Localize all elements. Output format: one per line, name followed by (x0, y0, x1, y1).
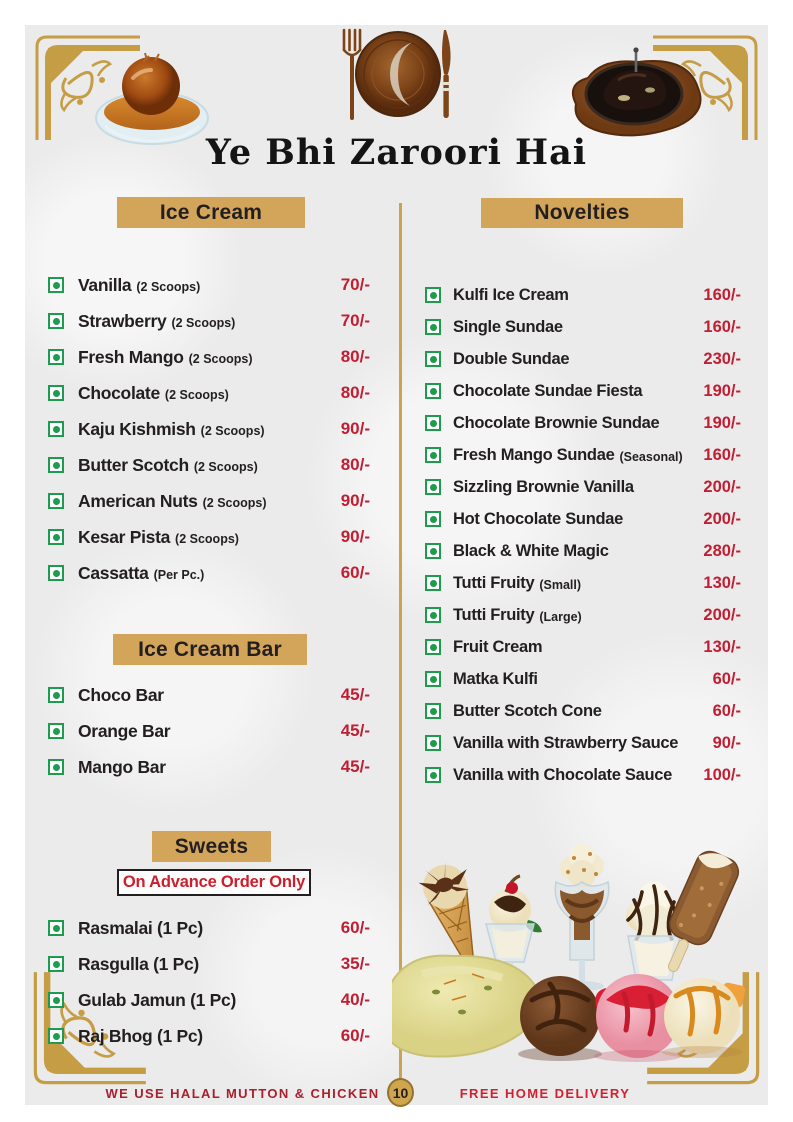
section-header-ice-cream: Ice Cream (117, 197, 305, 228)
item-name: Butter Scotch Cone (453, 701, 602, 720)
veg-dot (53, 728, 60, 735)
menu-item-row (48, 910, 370, 946)
veg-dot (53, 354, 60, 361)
item-name: Rasmalai (1 Pc) (78, 917, 203, 938)
item-price: 40/- (340, 990, 370, 1009)
veg-mark-icon (425, 447, 441, 463)
item-price: 190/- (703, 413, 741, 432)
veg-mark-icon (48, 277, 64, 293)
veg-mark-icon (48, 493, 64, 509)
item-price: 160/- (703, 317, 741, 336)
veg-mark-icon (425, 767, 441, 783)
menu-item-row (48, 1018, 370, 1054)
menu-item-row (48, 411, 370, 447)
veg-dot (430, 548, 437, 555)
item-price: 35/- (340, 954, 370, 973)
menu-item-row (425, 631, 741, 663)
menu-item-row (48, 303, 370, 339)
kulfi-slab-graphic (392, 956, 539, 1057)
page-title: Ye Bhi Zaroori Hai (205, 132, 588, 173)
item-name: Sizzling Brownie Vanilla (453, 477, 634, 496)
veg-mark-icon (48, 457, 64, 473)
item-name: Chocolate (78, 382, 160, 403)
item-price: 60/- (340, 563, 370, 582)
item-name: Fresh Mango (78, 346, 184, 367)
veg-mark-icon (48, 687, 64, 703)
item-price: 90/- (340, 419, 370, 438)
veg-mark-icon (425, 351, 441, 367)
item-name: Double Sundae (453, 349, 570, 368)
veg-dot (53, 498, 60, 505)
veg-mark-icon (48, 759, 64, 775)
menu-item-row (48, 483, 370, 519)
veg-mark-icon (425, 319, 441, 335)
item-price: 60/- (340, 1026, 370, 1045)
item-name: Vanilla with Chocolate Sauce (453, 765, 672, 784)
veg-mark-icon (48, 992, 64, 1008)
item-price: 230/- (703, 349, 741, 368)
veg-mark-icon (425, 415, 441, 431)
item-price: 100/- (703, 765, 741, 784)
item-note: (2 Scoops) (188, 351, 253, 366)
menu-item-row (425, 279, 741, 311)
veg-dot (430, 644, 437, 651)
menu-item-row (48, 713, 370, 749)
item-price: 130/- (703, 637, 741, 656)
menu-item-row (48, 946, 370, 982)
veg-mark-icon (48, 385, 64, 401)
menu-item-row (425, 759, 741, 791)
veg-mark-icon (48, 565, 64, 581)
veg-dot (53, 534, 60, 541)
item-note: (2 Scoops) (193, 459, 258, 474)
veg-dot (430, 740, 437, 747)
menu-item-row (425, 439, 741, 471)
item-note: (2 Scoops) (164, 387, 229, 402)
item-name: Kaju Kishmish (78, 418, 196, 439)
item-note: (Seasonal) (619, 449, 683, 464)
veg-mark-icon (48, 421, 64, 437)
menu-item-row (425, 695, 741, 727)
item-name: Single Sundae (453, 317, 563, 336)
menu-item-row (48, 447, 370, 483)
ice-cream-collage-image (392, 824, 748, 1062)
item-name: Chocolate Sundae Fiesta (453, 381, 643, 400)
item-name: Vanilla (78, 274, 132, 295)
page-number-badge: 10 (387, 1078, 414, 1107)
veg-mark-icon (425, 671, 441, 687)
veg-mark-icon (425, 287, 441, 303)
veg-dot (430, 516, 437, 523)
item-name: Fresh Mango Sundae (453, 445, 615, 464)
veg-mark-icon (425, 639, 441, 655)
item-name: Matka Kulfi (453, 669, 538, 688)
veg-dot (53, 925, 60, 932)
item-name: American Nuts (78, 490, 198, 511)
veg-dot (430, 676, 437, 683)
veg-mark-icon (425, 735, 441, 751)
item-name: Kulfi Ice Cream (453, 285, 569, 304)
menu-item-row (425, 503, 741, 535)
item-name: Raj Bhog (1 Pc) (78, 1025, 203, 1046)
veg-mark-icon (48, 920, 64, 936)
item-note: (Per Pc.) (153, 567, 205, 582)
veg-dot (53, 282, 60, 289)
veg-dot (53, 462, 60, 469)
veg-dot (430, 388, 437, 395)
item-price: 45/- (340, 721, 370, 740)
item-note: (Small) (539, 577, 582, 592)
item-price: 190/- (703, 381, 741, 400)
item-note: (2 Scoops) (136, 279, 201, 294)
menu-item-row (425, 663, 741, 695)
tall-sundae-graphic (555, 843, 608, 991)
novelties-item-list (425, 279, 741, 791)
item-name: Mango Bar (78, 756, 166, 777)
ice-cream-item-list (48, 267, 370, 591)
menu-item-row (48, 375, 370, 411)
item-name: Tutti Fruity (453, 573, 535, 592)
vanilla-caramel-scoop-graphic (662, 978, 746, 1058)
veg-dot (430, 324, 437, 331)
advance-order-banner: On Advance Order Only (117, 869, 311, 896)
veg-mark-icon (425, 607, 441, 623)
menu-item-row (425, 567, 741, 599)
menu-item-row (425, 375, 741, 407)
item-price: 80/- (340, 383, 370, 402)
item-price: 200/- (703, 509, 741, 528)
menu-item-row (425, 727, 741, 759)
item-name: Tutti Fruity (453, 605, 535, 624)
veg-mark-icon (48, 529, 64, 545)
item-name: Hot Chocolate Sundae (453, 509, 624, 528)
menu-item-row (425, 343, 741, 375)
veg-dot (430, 772, 437, 779)
section-header-ice-cream-bar: Ice Cream Bar (113, 634, 307, 665)
item-name: Gulab Jamun (1 Pc) (78, 989, 236, 1010)
veg-dot (430, 612, 437, 619)
item-name: Kesar Pista (78, 526, 171, 547)
item-price: 70/- (340, 311, 370, 330)
item-price: 60/- (340, 918, 370, 937)
menu-item-row (425, 407, 741, 439)
item-price: 200/- (703, 477, 741, 496)
veg-dot (430, 452, 437, 459)
item-price: 60/- (712, 701, 741, 720)
item-name: Cassatta (78, 562, 149, 583)
veg-dot (430, 420, 437, 427)
menu-item-row (425, 599, 741, 631)
veg-mark-icon (48, 723, 64, 739)
veg-dot (53, 390, 60, 397)
item-name: Choco Bar (78, 684, 164, 705)
menu-item-row (425, 471, 741, 503)
item-name: Black & White Magic (453, 541, 609, 560)
menu-item-row (48, 267, 370, 303)
item-price: 60/- (712, 669, 741, 688)
item-name: Butter Scotch (78, 454, 189, 475)
menu-item-row (48, 339, 370, 375)
veg-mark-icon (425, 575, 441, 591)
veg-dot (430, 708, 437, 715)
menu-item-row (48, 982, 370, 1018)
item-price: 160/- (703, 445, 741, 464)
wooden-plate-cutlery-image (330, 26, 462, 124)
item-price: 70/- (340, 275, 370, 294)
item-price: 45/- (340, 685, 370, 704)
veg-dot (53, 426, 60, 433)
item-price: 280/- (703, 541, 741, 560)
veg-mark-icon (425, 383, 441, 399)
veg-dot (53, 318, 60, 325)
footer-note-delivery: FREE HOME DELIVERY (459, 1086, 631, 1101)
menu-item-row (48, 677, 370, 713)
section-header-novelties: Novelties (481, 198, 683, 228)
item-price: 80/- (340, 455, 370, 474)
item-note: (2 Scoops) (202, 495, 267, 510)
item-note: (2 Scoops) (171, 315, 236, 330)
veg-mark-icon (48, 313, 64, 329)
menu-item-row (425, 535, 741, 567)
veg-mark-icon (425, 703, 441, 719)
item-price: 90/- (712, 733, 741, 752)
veg-mark-icon (48, 1028, 64, 1044)
item-price: 130/- (703, 573, 741, 592)
item-name: Fruit Cream (453, 637, 543, 656)
veg-dot (430, 356, 437, 363)
item-name: Rasgulla (1 Pc) (78, 953, 199, 974)
veg-dot (53, 764, 60, 771)
menu-item-row (48, 749, 370, 785)
footer-note-halal: WE USE HALAL MUTTON & CHICKEN (105, 1086, 380, 1101)
item-name: Vanilla with Strawberry Sauce (453, 733, 679, 752)
veg-dot (53, 997, 60, 1004)
sizzling-brownie-image (558, 46, 708, 141)
veg-dot (53, 1033, 60, 1040)
item-price: 160/- (703, 285, 741, 304)
veg-mark-icon (425, 543, 441, 559)
veg-mark-icon (425, 479, 441, 495)
item-price: 90/- (340, 527, 370, 546)
veg-dot (53, 961, 60, 968)
section-header-sweets: Sweets (152, 831, 271, 862)
veg-mark-icon (48, 349, 64, 365)
item-note: (2 Scoops) (175, 531, 239, 546)
item-price: 45/- (340, 757, 370, 776)
menu-item-row (48, 519, 370, 555)
menu-item-row (48, 555, 370, 591)
veg-mark-icon (425, 511, 441, 527)
veg-dot (53, 570, 60, 577)
item-note: (Large) (539, 609, 582, 624)
item-price: 90/- (340, 491, 370, 510)
item-name: Orange Bar (78, 720, 171, 741)
sweets-item-list (48, 910, 370, 1054)
ice-cream-bar-item-list (48, 677, 370, 785)
item-name: Strawberry (78, 310, 167, 331)
item-price: 80/- (340, 347, 370, 366)
item-name: Chocolate Brownie Sundae (453, 413, 660, 432)
item-note: (2 Scoops) (200, 423, 265, 438)
veg-dot (430, 484, 437, 491)
veg-dot (430, 292, 437, 299)
veg-dot (430, 580, 437, 587)
item-price: 200/- (703, 605, 741, 624)
veg-mark-icon (48, 956, 64, 972)
veg-dot (53, 692, 60, 699)
menu-item-row (425, 311, 741, 343)
